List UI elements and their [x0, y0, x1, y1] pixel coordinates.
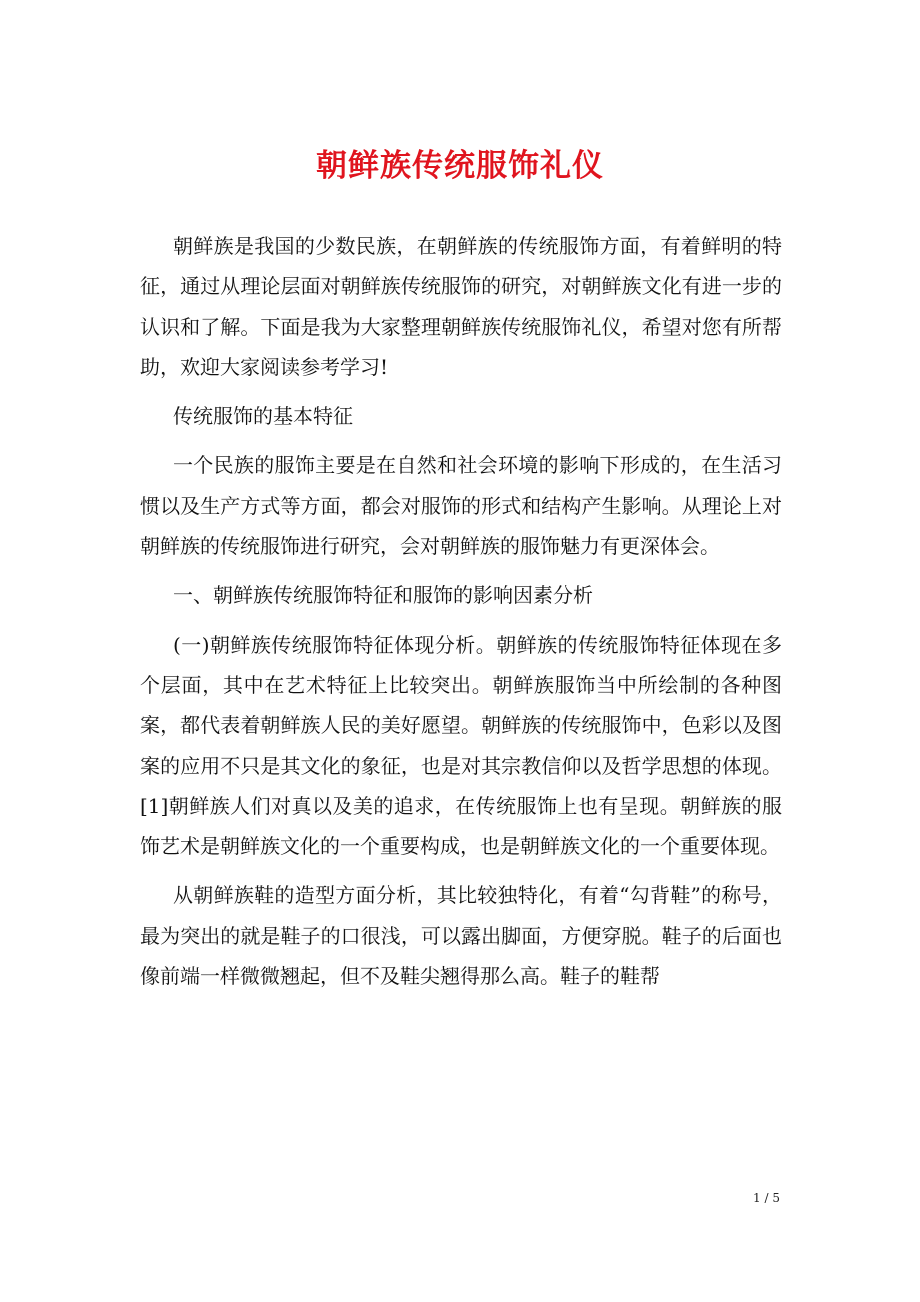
document-body [140, 226, 782, 996]
paragraph-features-analysis: (一)朝鲜族传统服饰特征体现分析。朝鲜族的传统服饰特征体现在多个层面，其中在艺术特征上比较突出。朝鲜族服饰当中所绘制的各种图案，都代表着朝鲜族人民的美好愿望。朝鲜族的传统服饰中，色彩以及图案的应用不只是其文化的象征，也是对其宗教信仰以及哲学思想的体现。[1]朝鲜族人们对真以及美的追求，在传统服饰上也有呈现。朝鲜族的服饰艺术是朝鲜族文化的一个重要构成，也是朝鲜族文化的一个重要体现。 [140, 632, 782, 859]
page-number: 1 / 5 [753, 1191, 780, 1205]
section-heading-one: 一、朝鲜族传统服饰特征和服饰的影响因素分析 [173, 583, 593, 608]
document-title: 朝鲜族传统服饰礼仪 [316, 148, 604, 184]
paragraph-intro: 朝鲜族是我国的少数民族，在朝鲜族的传统服饰方面，有着鲜明的特征，通过从理论层面对朝鲜族传统服饰的研究，对朝鲜族文化有进一步的认识和了解。下面是我为大家整理朝鲜族传统服饰礼仪，希望对您有所帮助，欢迎大家阅读参考学习! [140, 234, 782, 379]
section-heading-basic-features: 传统服饰的基本特征 [173, 404, 353, 429]
paragraph-ethnic-clothing: 一个民族的服饰主要是在自然和社会环境的影响下形成的，在生活习惯以及生产方式等方面，都会对服饰的形式和结构产生影响。从理论上对朝鲜族的传统服饰进行研究，会对朝鲜族的服饰魅力有更深体会。 [140, 453, 782, 559]
paragraph-shoes: 从朝鲜族鞋的造型方面分析，其比较独特化，有着“勾背鞋”的称号，最为突出的就是鞋子的口很浅，可以露出脚面，方便穿脱。鞋子的后面也像前端一样微微翘起，但不及鞋尖翘得那么高。鞋子的鞋帮 [140, 883, 782, 989]
